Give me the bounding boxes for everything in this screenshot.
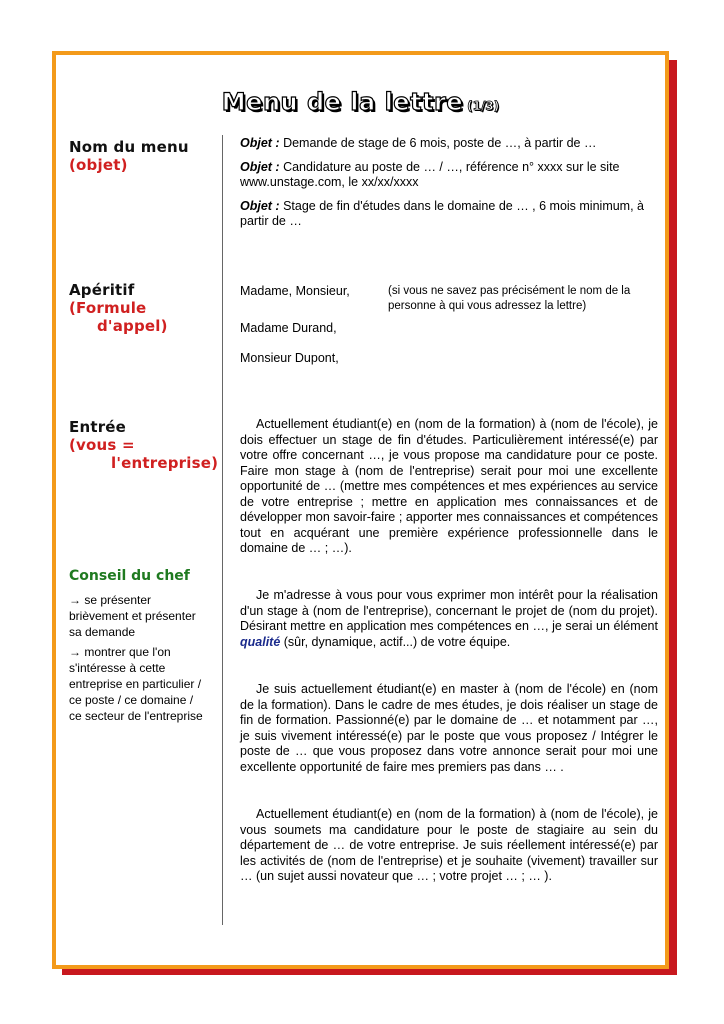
label-entree	[69, 418, 218, 472]
paragraph-text: Actuellement étudiant(e) en (nom de la formation) à (nom de l'école), je vous soumets ma candidature pour le poste de stagiaire au sein du département de … de votre entreprise. Je suis réellement intéressé(e) par les activités de (nom de l'entreprise) et je souhaite (vivement) travailler sur … (un sujet aussi novateur que … ; votre projet … ; … ).	[240, 807, 658, 883]
objet-section	[240, 136, 658, 238]
objet-text: Demande de stage de 6 mois, poste de …, à partir de …	[283, 136, 597, 150]
conseil-title: Conseil du chef	[69, 568, 190, 584]
page-title	[56, 81, 665, 118]
entree-paragraph-4	[240, 807, 658, 885]
conseil-tip-2: → montrer que l'on s'intéresse à cette entreprise en particulier / ce poste / ce domaine / ce secteur de l'entreprise	[69, 645, 203, 723]
label-nom-du-menu	[69, 138, 189, 174]
column-divider	[222, 135, 223, 925]
objet-text: Stage de fin d'études dans le domaine de … , 6 mois minimum, à partir de …	[240, 198, 644, 228]
label-entree-line1: Entrée	[69, 418, 127, 436]
entree-paragraph-2	[240, 588, 658, 650]
label-nom-line2: (objet)	[69, 156, 128, 174]
objet-line	[240, 199, 658, 230]
salutation-note: (si vous ne savez pas précisément le nom de la personne à qui vous adressez la lettre)	[388, 285, 631, 312]
label-aperitif-line2: (Formule	[69, 299, 147, 317]
objet-line	[240, 160, 658, 191]
title-main: Menu de la lettre	[221, 88, 464, 116]
paragraph-text	[240, 588, 658, 650]
salutation-monsieur-dupont: Monsieur Dupont,	[240, 351, 339, 365]
entree-paragraph-3	[240, 682, 658, 775]
label-nom-line1: Nom du menu	[69, 138, 189, 156]
highlight-word: qualité	[240, 634, 281, 649]
salutation-madame-durand: Madame Durand,	[240, 321, 337, 335]
salutation-madame-monsieur: Madame, Monsieur,	[240, 284, 350, 298]
paragraph-part: (sûr, dynamique, actif...) de votre équipe.	[280, 634, 511, 649]
label-entree-line2: (vous =	[69, 436, 135, 454]
objet-line	[240, 136, 658, 152]
conseil-tip-1: → se présenter brièvement et présenter sa demande	[69, 593, 196, 639]
label-aperitif-line3: d'appel)	[97, 317, 168, 335]
page-frame	[52, 51, 669, 969]
paragraph-part: Je m'adresse à vous pour vous exprimer mon intérêt pour la réalisation d'un stage à (nom de l'entreprise), concernant le projet de (nom du projet). Désirant mettre en application mes compétences en …, je serai un élément	[240, 588, 658, 633]
paragraph-text: Actuellement étudiant(e) en (nom de la formation) à (nom de l'école), je dois effectuer un stage de fin d'études. Particulièrement intéressé(e) par votre offre concernant …, je vous propose ma candidature pour ce poste. Faire mon stage à (nom de l'entreprise) serait pour moi une excellente opportunité de … (mettre mes compétences et mes expériences au service de votre entreprise ; mettre en application mes connaissances et de développer mon savoir-faire ; apporter mes connaissances et compétences tout en acquérant une première expérience professionnelle dans le domaine de … ; …).	[240, 417, 658, 555]
objet-label: Objet :	[240, 198, 280, 213]
entree-paragraph-1	[240, 417, 658, 557]
label-aperitif-line1: Apéritif	[69, 281, 135, 299]
objet-text: Candidature au poste de … / …, référence n° xxxx sur le site www.unstage.com, le xx/xx/xxxx	[240, 159, 620, 189]
objet-label: Objet :	[240, 136, 280, 150]
paragraph-text: Je suis actuellement étudiant(e) en master à (nom de l'école) en (nom de la formation). Dans le cadre de mes études, je dois réaliser un stage de fin de formation. Passionné(e) par le domaine de … et notamment par …, je suis vivement intéressé(e) par le poste que vous proposez / Intégrer le poste de … que vous proposez dans votre annonce serait pour moi une excellente opportunité de faire mes premiers pas dans … .	[240, 682, 658, 774]
label-entree-line3: l'entreprise)	[111, 454, 219, 472]
objet-label: Objet :	[240, 159, 280, 174]
title-page-indicator: (1/3)	[467, 99, 500, 113]
label-aperitif	[69, 281, 168, 335]
